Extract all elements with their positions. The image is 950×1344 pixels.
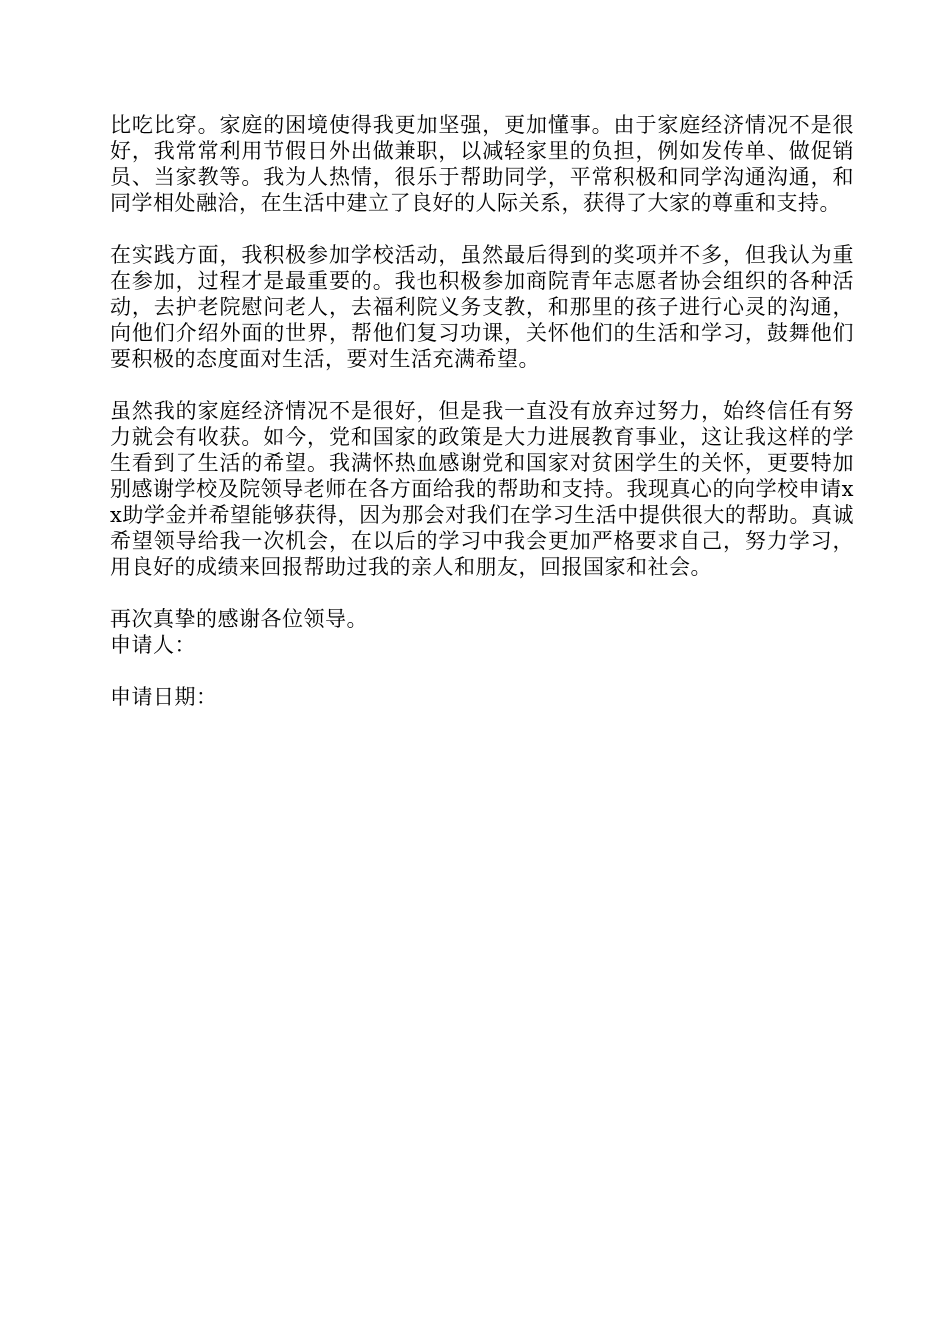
paragraph-application: 虽然我的家庭经济情况不是很好，但是我一直没有放弃过努力，始终信任有努力就会有收获。如今，党和国家的政策是大力进展教育事业，这让我这样的学生看到了生活的希望。我满怀热血感谢党和国家对贫困学生的关怀，更要特加别感谢学校及院领导老师在各方面给我的帮助和支持。我现真心的向学校申请xx助学金并希望能够获得，因为那会对我们在学习生活中提供很大的帮助。真诚希望领导给我一次机会，在以后的学习中我会更加严格要求自己，努力学习，用良好的成绩来回报帮助过我的亲人和朋友，回报国家和社会。 <box>110 399 854 579</box>
date-label: 申请日期： <box>110 685 218 709</box>
paragraph-spacer <box>110 658 854 684</box>
paragraph-practice: 在实践方面，我积极参加学校活动，虽然最后得到的奖项并不多，但我认为重在参加，过程才是最重要的。我也积极参加商院青年志愿者协会组织的各种活动，去护老院慰问老人，去福利院义务支教，和那里的孩子进行心灵的沟通，向他们介绍外面的世界，帮他们复习功课，关怀他们的生活和学习，鼓舞他们要积极的态度面对生活，要对生活充满希望。 <box>110 243 854 371</box>
paragraph-spacer <box>110 216 854 242</box>
applicant-label: 申请人： <box>110 633 196 657</box>
paragraph-spacer <box>110 372 854 398</box>
closing-thanks: 再次真挚的感谢各位领导。 <box>110 607 368 631</box>
paragraph-family-situation: 比吃比穿。家庭的困境使得我更加坚强，更加懂事。由于家庭经济情况不是很好，我常常利用节假日外出做兼职，以减轻家里的负担，例如发传单、做促销员、当家教等。我为人热情，很乐于帮助同学，平常积极和同学沟通沟通，和同学相处融洽，在生活中建立了良好的人际关系，获得了大家的尊重和支持。 <box>110 113 854 215</box>
document-page <box>110 112 854 710</box>
paragraph-spacer <box>110 580 854 606</box>
